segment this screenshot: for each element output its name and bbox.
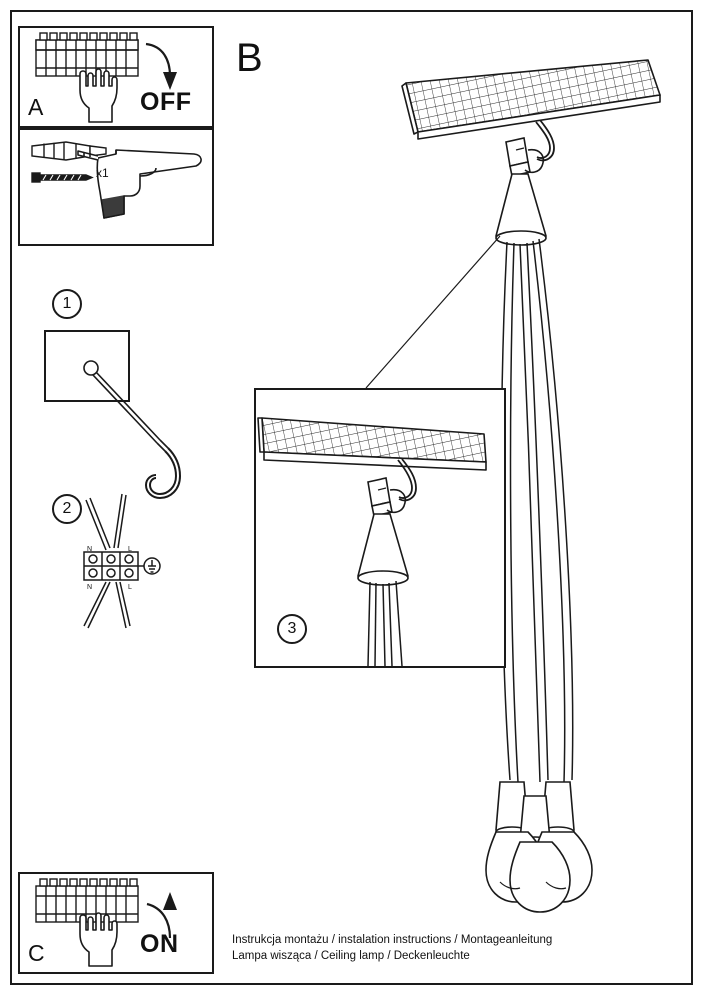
panel-c [18,872,214,974]
panel-drill [18,128,214,246]
terminal-mark-l-bottom: L [128,584,132,591]
lamp-cables [501,239,572,782]
terminal-mark-l-top: L [128,546,132,553]
ceiling-hook [536,120,554,160]
lamp-canopy [496,174,546,245]
panel-drill-graphic [20,130,212,244]
terminal-mark-n-top: N [87,546,93,553]
detail-lamp-cables [368,581,402,666]
footer-instruction-line-2: Lampa wisząca / Ceiling lamp / Deckenleuchte [232,950,470,962]
panel-c-letter: C [28,940,45,966]
detail-ceiling-slab [258,418,486,470]
panel-b-letter: B [236,36,263,80]
terminal-mark-n-bottom: N [87,584,93,591]
panel-c-on-label: ON [140,930,179,958]
step-1-graphic [44,330,190,512]
step-2-graphic [70,486,190,636]
footer-instruction-line-1: Instrukcja montażu / instalation instructions / Montageanleitung [232,934,553,946]
detail-leader-line [366,236,500,388]
panel-a-letter: A [28,94,44,120]
step-1-badge: 1 [52,289,82,319]
step-3-badge: 3 [277,614,307,644]
step-2-badge: 2 [52,494,82,524]
lamp-bulb-group [486,782,592,912]
panel-c-graphic [20,874,212,972]
ceiling-slab [402,60,660,139]
drill-quantity-label: x1 [96,166,109,180]
panel-a-off-label: OFF [140,88,192,116]
detail-lamp-canopy [358,514,408,585]
